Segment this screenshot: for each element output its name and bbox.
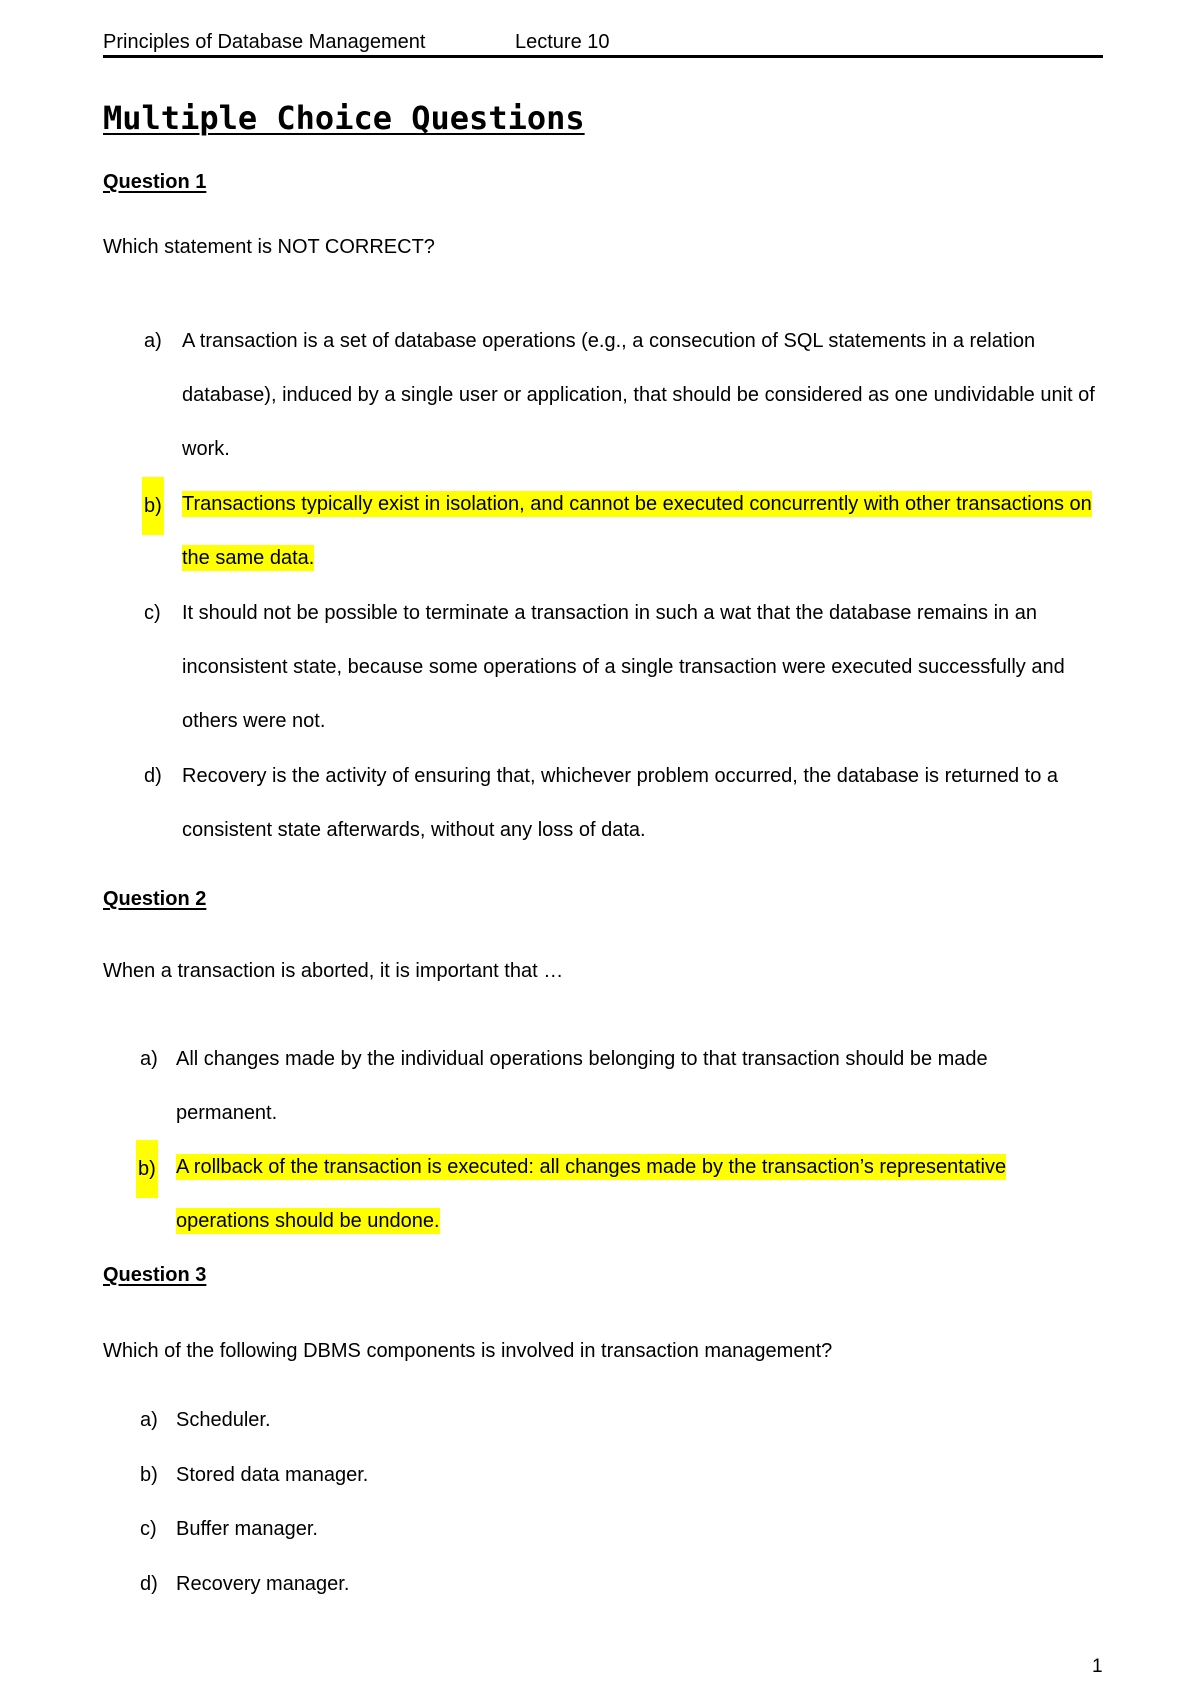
question-1-title: Question 1 — [103, 171, 207, 193]
question-3-option-a — [140, 1393, 1056, 1447]
option-text-highlighted: Transactions typically exist in isolation, and cannot be executed concurrently with other transactions on the same data. — [182, 493, 1092, 569]
question-2-title: Question 2 — [103, 888, 207, 910]
question-1-option-c — [144, 586, 1102, 748]
question-3-option-b — [140, 1448, 1056, 1502]
header-divider — [103, 55, 1103, 58]
question-2-option-a — [140, 1032, 1056, 1140]
option-letter: b) — [142, 477, 164, 535]
header-course-name: Principles of Database Management — [103, 31, 426, 53]
option-letter: a) — [140, 1048, 158, 1070]
question-3-option-c — [140, 1502, 1056, 1556]
header-lecture-number: Lecture 10 — [515, 31, 610, 53]
option-letter: b) — [136, 1140, 158, 1198]
option-text: Stored data manager. — [176, 1464, 369, 1486]
question-3-option-d — [140, 1557, 1056, 1611]
option-text: Recovery is the activity of ensuring that, whichever problem occurred, the database is returned to a consistent state afterwards, without any loss of data. — [182, 765, 1059, 841]
question-2-prompt: When a transaction is aborted, it is important that … — [103, 960, 564, 982]
option-text: Recovery manager. — [176, 1573, 350, 1595]
option-text: A transaction is a set of database operations (e.g., a consecution of SQL statements in a relation database), induced by a single user or application, that should be considered as one undividable unit of work. — [182, 330, 1095, 460]
option-letter: d) — [144, 765, 162, 787]
question-3-prompt: Which of the following DBMS components is involved in transaction management? — [103, 1340, 833, 1362]
option-text: Scheduler. — [176, 1409, 271, 1431]
option-letter: c) — [140, 1518, 157, 1540]
option-letter: a) — [144, 330, 162, 352]
page-header — [103, 28, 1103, 58]
question-1-option-a — [144, 314, 1102, 476]
option-letter: d) — [140, 1573, 158, 1595]
option-text: Buffer manager. — [176, 1518, 318, 1540]
option-letter: a) — [140, 1409, 158, 1431]
option-letter: c) — [144, 602, 161, 624]
option-text-highlighted: A rollback of the transaction is executed: all changes made by the transaction’s representative operations should be undone. — [176, 1156, 1007, 1232]
page-number: 1 — [1092, 1656, 1103, 1677]
document-title: Multiple Choice Questions — [103, 99, 585, 137]
option-text: It should not be possible to terminate a transaction in such a wat that the database remains in an inconsistent state, because some operations of a single transaction were executed successfully and others were not. — [182, 602, 1065, 732]
question-2-option-b — [138, 1140, 1056, 1248]
question-1-option-d — [144, 749, 1102, 857]
option-text: All changes made by the individual operations belonging to that transaction should be made permanent. — [176, 1048, 988, 1124]
question-1-prompt: Which statement is NOT CORRECT? — [103, 236, 435, 258]
question-1-option-b — [144, 477, 1102, 585]
option-letter: b) — [140, 1464, 158, 1486]
question-3-title: Question 3 — [103, 1264, 207, 1286]
